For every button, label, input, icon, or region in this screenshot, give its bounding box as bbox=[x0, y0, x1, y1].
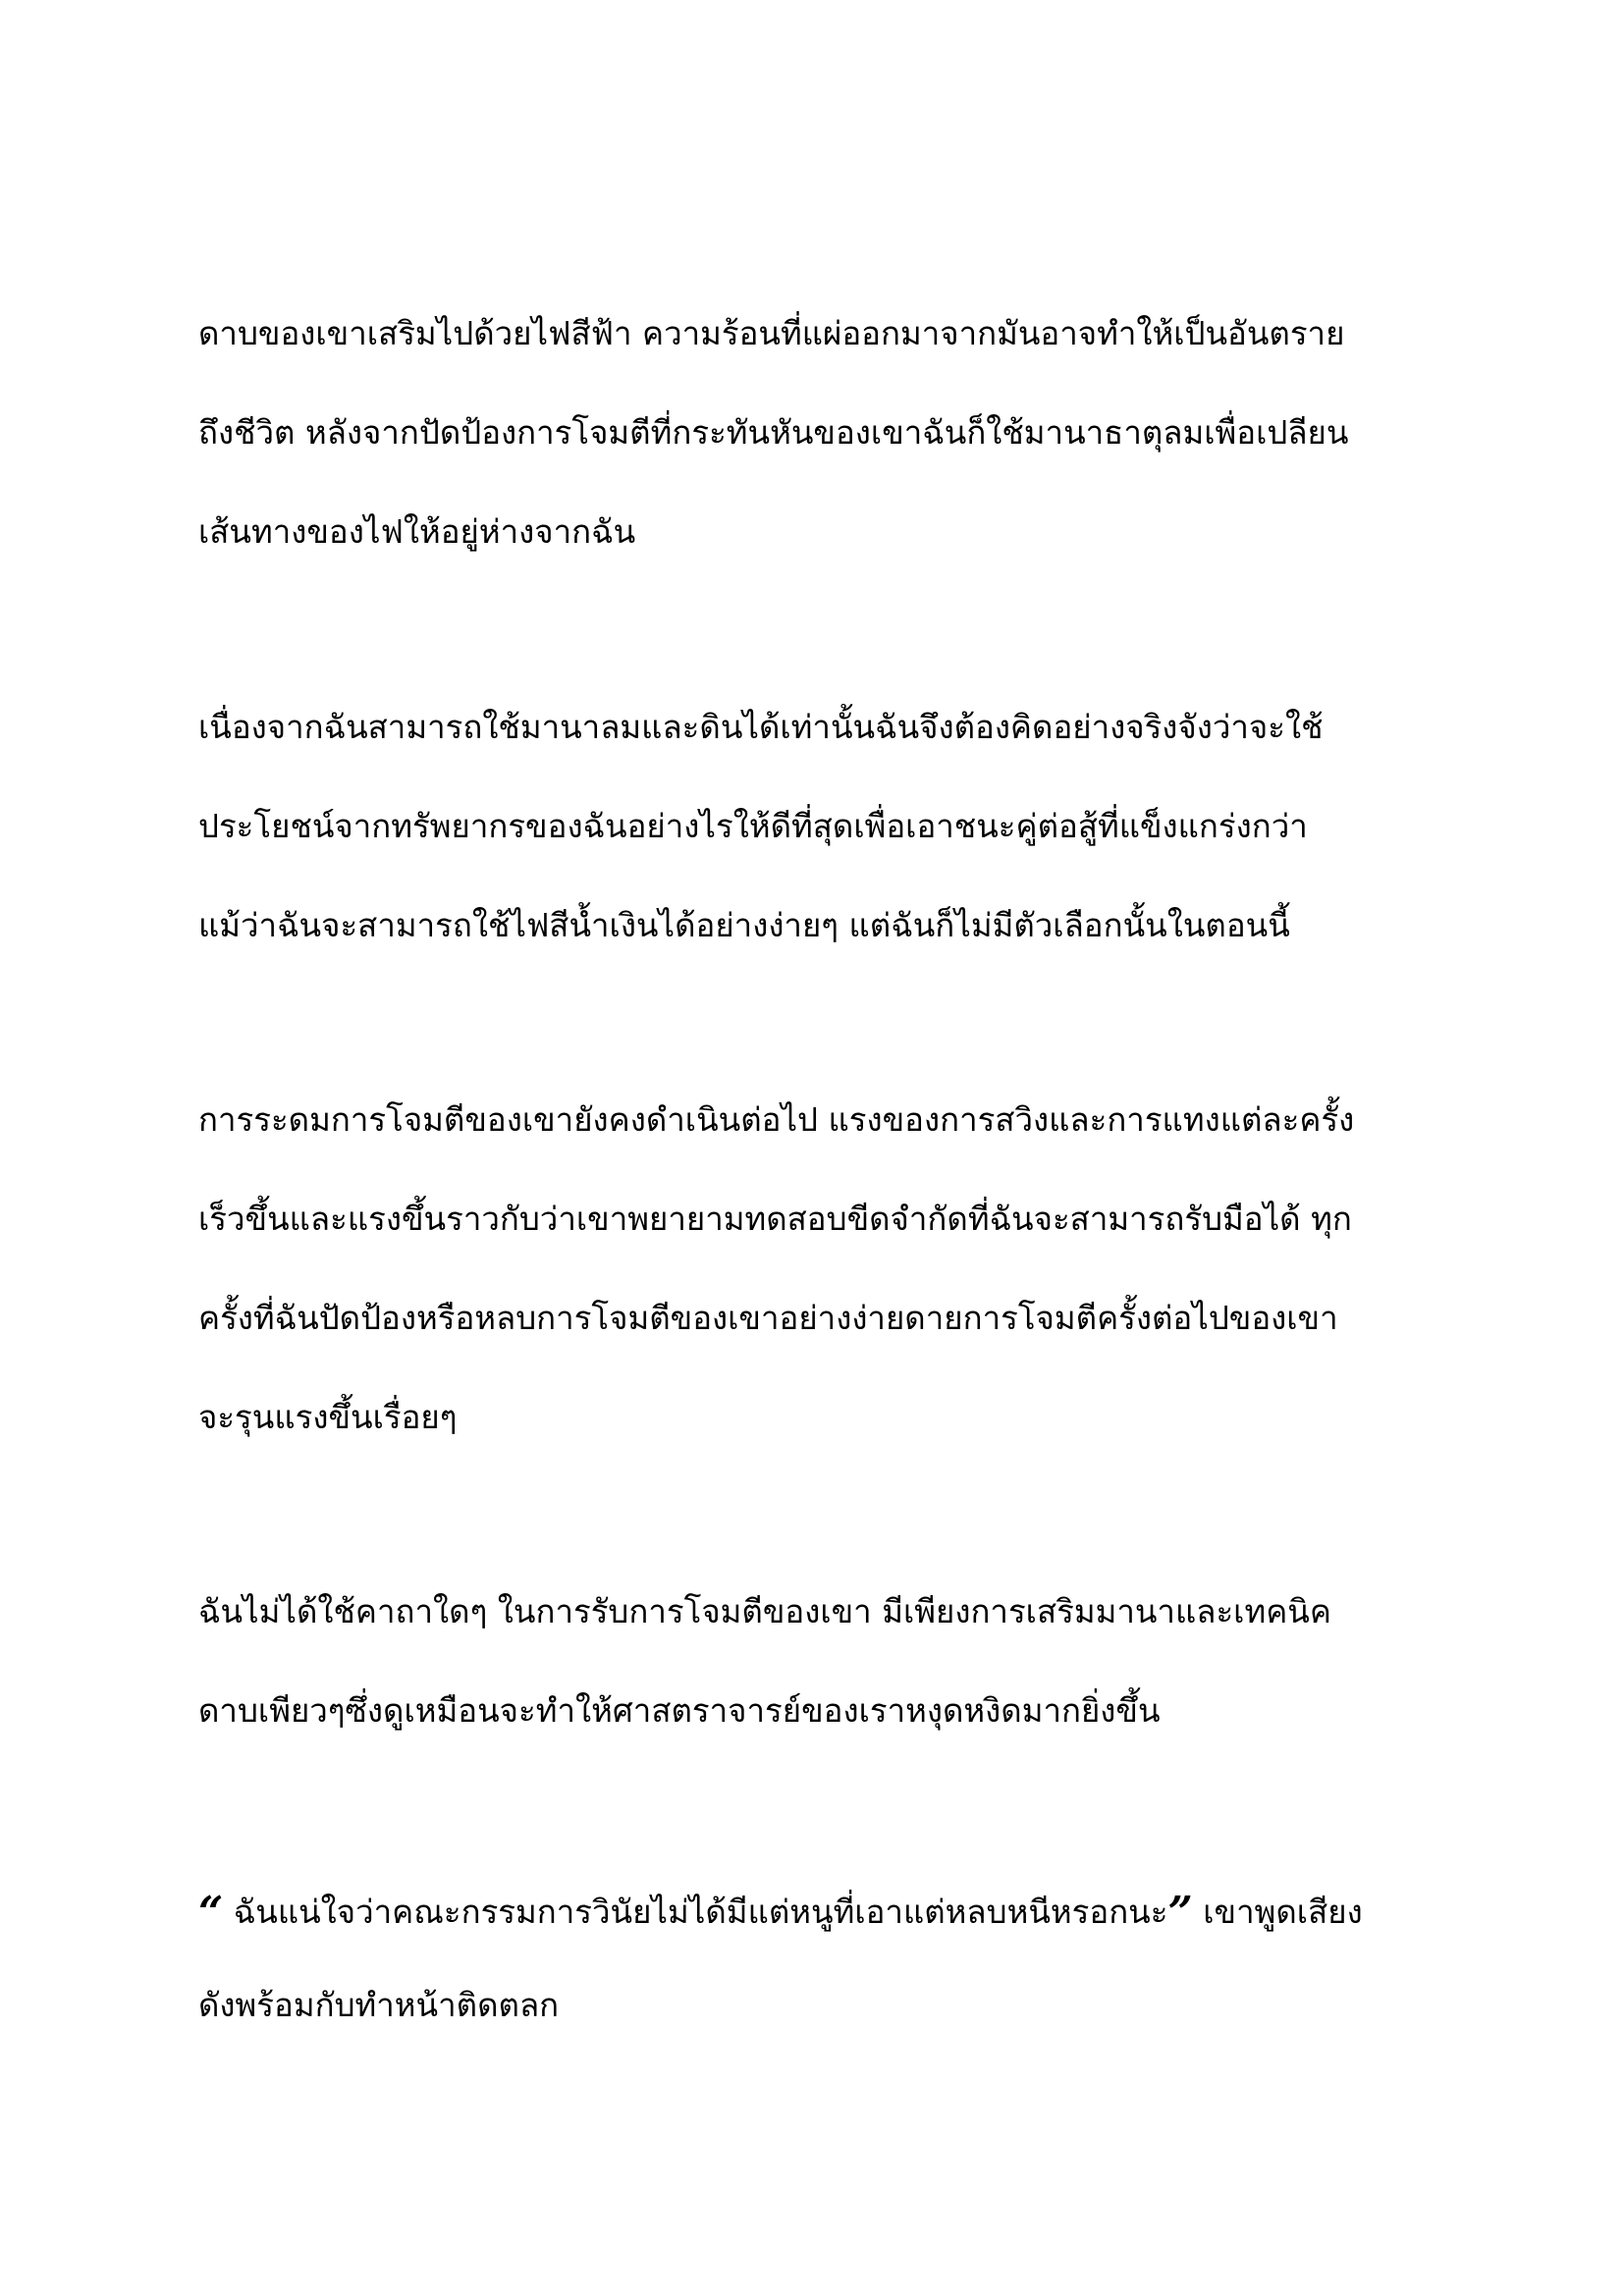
paragraph-5-dialogue bbox=[198, 1888, 1475, 2086]
open-quote-mark: “ bbox=[198, 1888, 224, 1938]
dialogue-line bbox=[198, 1888, 1475, 1987]
paragraph-3 bbox=[198, 1101, 1475, 1498]
paragraph-line: ครั้งที่ฉันปัดป้องหรือหลบการโจมตีของเขาอย่างง่ายดายการโจมตีครั้งต่อไปของเขา bbox=[198, 1299, 1338, 1337]
paragraph-line: ประโยชน์จากทรัพยากรของฉันอย่างไรให้ดีที่สุดเพื่อเอาชนะคู่ต่อสู้ที่แข็งแกร่งกว่า bbox=[198, 807, 1308, 845]
paragraph-line: จะรุนแรงขึ้นเรื่อยๆ bbox=[198, 1398, 458, 1436]
paragraph-2 bbox=[198, 709, 1475, 1006]
paragraph-line: การระดมการโจมตีของเขายังคงดำเนินต่อไป แรงของการสวิงและการแทงแต่ละครั้ง bbox=[198, 1100, 1355, 1139]
paragraph-line: เส้นทางของไฟให้อยู่ห่างจากฉัน bbox=[198, 512, 636, 551]
paragraph-line: ถึงชีวิต หลังจากปัดป้องการโจมตีที่กระทันหันของเขาฉันก็ใช้มานาธาตุลมเพื่อเปลียน bbox=[198, 413, 1349, 452]
paragraph-line: ฉันไม่ได้ใช้คาถาใดๆ ในการรับการโจมตีของเขา มีเพียงการเสริมมานาและเทคนิค bbox=[198, 1592, 1331, 1630]
paragraph-4 bbox=[198, 1593, 1475, 1791]
paragraph-line: เร็วขึ้นและแรงขึ้นราวกับว่าเขาพยายามทดสอบขีดจำกัดที่ฉันจะสามารถรับมือได้ ทุก bbox=[198, 1200, 1352, 1238]
close-quote-mark: ” bbox=[1167, 1888, 1193, 1938]
paragraph-line: เนื่องจากฉันสามารถใช้มานาลมและดินได้เท่านั้นฉันจึงต้องคิดอย่างจริงจังว่าจะใช้ bbox=[198, 708, 1324, 746]
dialogue-quote-text: ฉันแน่ใจว่าคณะกรรมการวินัยไม่ได้มีแต่หนูที่เอาแต่หลบหนีหรอกนะ bbox=[223, 1893, 1168, 1931]
paragraph-line: ดาบเพียวๆซึ่งดูเหมือนจะทำให้ศาสตราจารย์ของเราหงุดหงิดมากยิ่งขึ้น bbox=[198, 1691, 1161, 1730]
paragraph-line: ดาบของเขาเสริมไปด้วยไฟสีฟ้า ความร้อนที่แผ่ออกมาจากมันอาจทำให้เป็นอันตราย bbox=[198, 314, 1345, 352]
paragraph-line: แม้ว่าฉันจะสามารถใช้ไฟสีน้ำเงินได้อย่างง่ายๆ แต่ฉันก็ไม่มีตัวเลือกนั้นในตอนนี้ bbox=[198, 906, 1290, 944]
paragraph-1 bbox=[198, 315, 1475, 613]
dialogue-narration: เขาพูดเสียง bbox=[1192, 1893, 1363, 1931]
paragraph-line: ดังพร้อมกับทำหน้าติดตลก bbox=[198, 1986, 560, 2024]
